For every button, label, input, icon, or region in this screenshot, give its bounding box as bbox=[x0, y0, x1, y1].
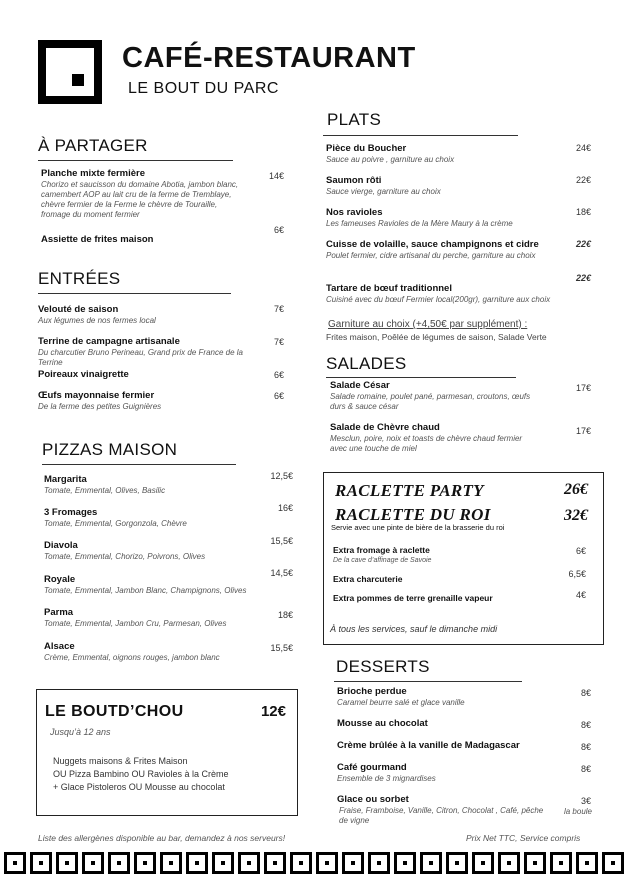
menu-item-name: Café gourmand bbox=[337, 762, 407, 773]
menu-item-price: 8€ bbox=[580, 688, 591, 698]
menu-item-desc: Tomate, Emmental, Chorizo, Poivrons, Olives bbox=[44, 552, 206, 561]
menu-item-name: Pièce du Boucher bbox=[326, 143, 407, 154]
raclette-extra-name: Extra charcuterie bbox=[333, 574, 403, 584]
kids-menu-line: Nuggets maisons & Frites Maison bbox=[53, 756, 188, 766]
garniture-title: Garniture au choix (+4,50€ par supplément) : bbox=[328, 319, 528, 330]
kids-menu-title: LE BOUTD’CHOU bbox=[45, 703, 184, 720]
menu-item-name: 3 Fromages bbox=[44, 507, 98, 518]
raclette-roi-price: 32€ bbox=[564, 507, 588, 524]
menu-item-name: Alsace bbox=[44, 641, 75, 652]
prices-note: Prix Net TTC, Service compris bbox=[466, 833, 581, 843]
menu-item-name: Mousse au chocolat bbox=[337, 718, 428, 729]
frieze-square bbox=[524, 852, 546, 874]
menu-item-price: 8€ bbox=[580, 742, 591, 752]
menu-item-desc: Salade romaine, poulet pané, parmesan, croutons, œufs durs & sauce césar bbox=[330, 392, 531, 411]
menu-item-price: 17€ bbox=[575, 426, 591, 436]
raclette-extra-price: 6,5€ bbox=[568, 569, 586, 579]
section-divider bbox=[42, 464, 236, 465]
menu-item-desc: Sauce vierge, garniture au choix bbox=[326, 187, 441, 196]
frieze-square bbox=[342, 852, 364, 874]
menu-item-desc: Fraise, Framboise, Vanille, Citron, Chocolat , Café, pêche de vigne bbox=[339, 806, 544, 825]
menu-item-price: 3€ bbox=[580, 796, 591, 806]
menu-item-desc: Sauce au poivre , garniture au choix bbox=[326, 155, 455, 164]
kids-menu-line: + Glace Pistoleros OU Mousse au chocolat bbox=[53, 782, 225, 792]
frieze-square bbox=[472, 852, 494, 874]
raclette-extra-desc: De la cave d’affinage de Savoie bbox=[333, 557, 432, 564]
menu-item-desc: Tomate, Emmental, Gorgonzola, Chèvre bbox=[44, 519, 187, 528]
menu-item-price: 22€ bbox=[575, 273, 591, 283]
menu-item-price: 14€ bbox=[268, 171, 284, 181]
menu-item-desc: Tomate, Emmental, Olives, Basilic bbox=[44, 486, 166, 495]
menu-item-desc: Aux légumes de nos fermes local bbox=[38, 316, 156, 325]
menu-item-name: Nos ravioles bbox=[326, 207, 383, 218]
frieze-square bbox=[576, 852, 598, 874]
menu-item-price: 18€ bbox=[277, 610, 293, 620]
frieze-square bbox=[394, 852, 416, 874]
menu-item-desc: Cuisiné avec du bœuf Fermier local(200gr), garniture aux choix bbox=[326, 295, 551, 304]
section-title-plats: PLATS bbox=[327, 110, 382, 129]
menu-item-desc: Les fameuses Ravioles de la Mère Maury à la crème bbox=[326, 219, 513, 228]
section-divider bbox=[38, 293, 231, 294]
menu-item-price: 16€ bbox=[277, 503, 293, 513]
menu-item-desc: Tomate, Emmental, Jambon Cru, Parmesan, Olives bbox=[44, 619, 227, 628]
raclette-extra-price: 4€ bbox=[575, 590, 586, 600]
section-title-desserts: DESSERTS bbox=[336, 657, 430, 676]
menu-item-desc: Mesclun, poire, noix et toasts de chèvre chaud fermier avec une touche de miel bbox=[330, 434, 523, 453]
frieze-square bbox=[420, 852, 442, 874]
raclette-roi-title: RACLETTE DU ROI bbox=[335, 505, 491, 524]
section-title-partager: À PARTAGER bbox=[38, 136, 148, 155]
menu-item-name: Salade César bbox=[330, 380, 390, 391]
frieze-square bbox=[238, 852, 260, 874]
raclette-extra-name: Extra pommes de terre grenaille vapeur bbox=[333, 593, 493, 603]
menu-item-name: Cuisse de volaille, sauce champignons et cidre bbox=[326, 239, 539, 250]
menu-item-desc: Du charcutier Bruno Perineau, Grand prix de France de la Terrine bbox=[38, 348, 243, 367]
restaurant-logo bbox=[38, 40, 102, 104]
menu-item-price: 6€ bbox=[273, 225, 284, 235]
frieze-square bbox=[82, 852, 104, 874]
menu-item-name: Diavola bbox=[44, 540, 78, 551]
menu-item-desc: Chorizo et saucisson du domaine Abotia, jambon blanc, camembert AOP au lait cru de la ferme de Tremblaye, chèvre fermier de la Ferme le chèvre de Touraille, fromage du moment fermier bbox=[41, 180, 239, 219]
section-title-salades: SALADES bbox=[326, 354, 407, 373]
raclette-extra-price: 6€ bbox=[575, 546, 586, 556]
frieze-square bbox=[108, 852, 130, 874]
section-title-entrees: ENTRÉES bbox=[38, 269, 121, 288]
section-divider bbox=[38, 160, 233, 161]
raclette-footnote: À tous les services, sauf le dimanche midi bbox=[330, 624, 498, 634]
menu-item-name: Margarita bbox=[44, 474, 87, 485]
menu-item-name: Saumon rôti bbox=[326, 175, 382, 186]
menu-item-desc: Ensemble de 3 mignardises bbox=[337, 774, 436, 783]
menu-item-price-note: la boule bbox=[563, 807, 592, 816]
menu-item-price: 14,5€ bbox=[270, 568, 293, 578]
frieze-square bbox=[186, 852, 208, 874]
menu-item-name: Glace ou sorbet bbox=[337, 794, 409, 805]
menu-item-name: Planche mixte fermière bbox=[41, 168, 146, 179]
frieze-square bbox=[368, 852, 390, 874]
menu-item-name: Terrine de campagne artisanale bbox=[38, 336, 180, 347]
menu-item-price: 15,5€ bbox=[270, 536, 293, 546]
menu-item-price: 15,5€ bbox=[270, 643, 293, 653]
menu-item-price: 6€ bbox=[273, 391, 284, 401]
menu-item-desc: Poulet fermier, cidre artisanal du perche, garniture au choix bbox=[326, 251, 536, 260]
menu-item-desc: Crème, Emmental, oignons rouges, jambon blanc bbox=[44, 653, 220, 662]
frieze-square bbox=[212, 852, 234, 874]
menu-item-name: Poireaux vinaigrette bbox=[38, 369, 129, 380]
frieze-square bbox=[550, 852, 572, 874]
frieze-square bbox=[160, 852, 182, 874]
menu-item-name: Velouté de saison bbox=[38, 304, 119, 315]
frieze-square bbox=[4, 852, 26, 874]
frieze-square bbox=[446, 852, 468, 874]
menu-item-price: 8€ bbox=[580, 764, 591, 774]
menu-item-name: Assiette de frites maison bbox=[41, 234, 154, 245]
menu-item-price: 12,5€ bbox=[270, 471, 293, 481]
restaurant-title: CAFÉ-RESTAURANT bbox=[122, 42, 416, 74]
kids-menu-line: OU Pizza Bambino OU Ravioles à la Crème bbox=[53, 769, 229, 779]
kids-menu-age: Jusqu’à 12 ans bbox=[50, 727, 111, 737]
menu-item-desc: Tomate, Emmental, Jambon Blanc, Champignons, Olives bbox=[44, 586, 247, 595]
menu-item-price: 17€ bbox=[575, 383, 591, 393]
restaurant-subtitle: LE BOUT DU PARC bbox=[128, 80, 279, 97]
decorative-frieze bbox=[0, 852, 640, 878]
raclette-extra-name: Extra fromage à raclette bbox=[333, 545, 430, 555]
allergens-note: Liste des allergènes disponible au bar, demandez à nos serveurs! bbox=[38, 833, 286, 843]
menu-item-price: 24€ bbox=[575, 143, 591, 153]
frieze-square bbox=[134, 852, 156, 874]
menu-item-desc: Caramel beurre salé et glace vanille bbox=[337, 698, 465, 707]
menu-item-price: 7€ bbox=[273, 337, 284, 347]
frieze-square bbox=[264, 852, 286, 874]
section-title-pizzas: PIZZAS MAISON bbox=[42, 440, 178, 459]
section-divider bbox=[323, 135, 518, 136]
menu-item-name: Parma bbox=[44, 607, 74, 618]
menu-item-price: 8€ bbox=[580, 720, 591, 730]
frieze-square bbox=[290, 852, 312, 874]
raclette-roi-desc: Servie avec une pinte de bière de la brasserie du roi bbox=[331, 523, 505, 532]
menu-item-price: 6€ bbox=[273, 370, 284, 380]
garniture-list: Frites maison, Poêlée de légumes de saison, Salade Verte bbox=[326, 332, 547, 342]
menu-item-price: 22€ bbox=[575, 175, 591, 185]
menu-item-name: Brioche perdue bbox=[337, 686, 407, 697]
frieze-square bbox=[30, 852, 52, 874]
menu-item-price: 18€ bbox=[575, 207, 591, 217]
menu-item-name: Salade de Chèvre chaud bbox=[330, 422, 440, 433]
section-divider bbox=[334, 681, 522, 682]
menu-item-name: Royale bbox=[44, 574, 76, 585]
frieze-square bbox=[498, 852, 520, 874]
menu-item-name: Crème brûlée à la vanille de Madagascar bbox=[337, 740, 520, 751]
menu-item-name: Œufs mayonnaise fermier bbox=[38, 390, 155, 401]
kids-menu-price: 12€ bbox=[260, 703, 286, 720]
menu-item-price: 22€ bbox=[575, 239, 591, 249]
frieze-square bbox=[602, 852, 624, 874]
section-divider bbox=[326, 377, 516, 378]
raclette-party-title: RACLETTE PARTY bbox=[335, 481, 484, 500]
frieze-square bbox=[316, 852, 338, 874]
raclette-party-price: 26€ bbox=[564, 481, 588, 498]
menu-item-desc: De la ferme des petites Guignières bbox=[38, 402, 162, 411]
frieze-square bbox=[56, 852, 78, 874]
menu-item-price: 7€ bbox=[273, 304, 284, 314]
menu-item-name: Tartare de bœuf traditionnel bbox=[326, 283, 452, 294]
